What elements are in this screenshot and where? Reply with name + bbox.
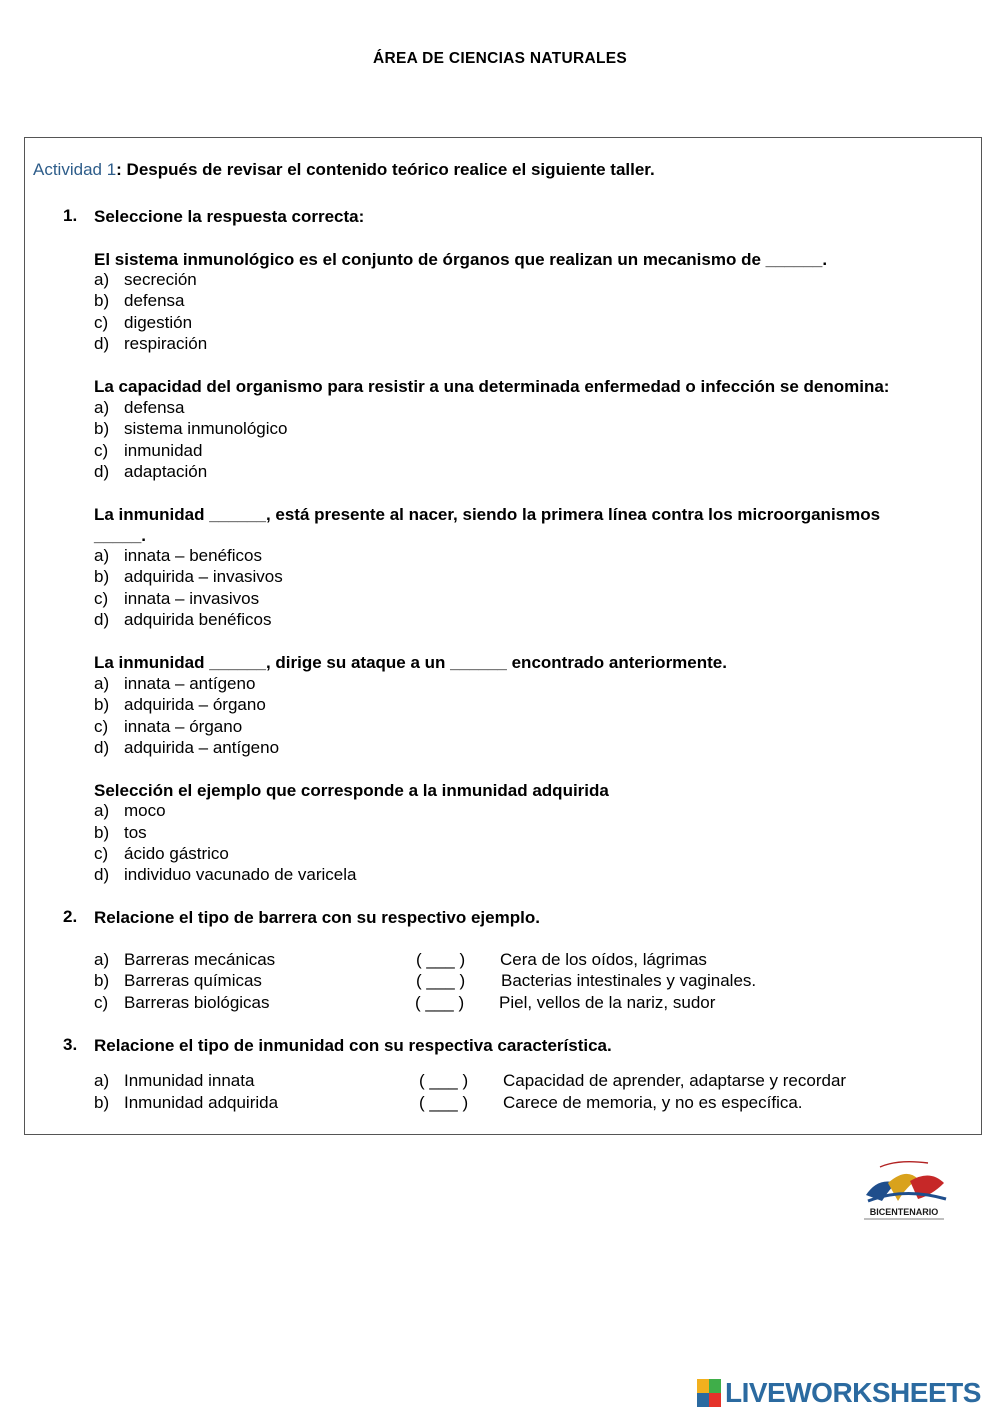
question-3-continuation: _____. <box>94 526 146 545</box>
option-letter: c) <box>94 844 109 863</box>
option-letter: b) <box>94 291 110 310</box>
liveworksheets-brand[interactable] <box>697 1375 981 1411</box>
section2-title: Relacione el tipo de barrera con su respectivo ejemplo. <box>94 908 540 927</box>
match-letter: b) <box>94 1093 110 1112</box>
match-item: Barreras químicas <box>124 971 262 990</box>
option-text[interactable]: secreción <box>124 270 197 289</box>
option-letter: a) <box>94 270 110 289</box>
option-text[interactable]: adaptación <box>124 462 208 481</box>
question-1: El sistema inmunológico es el conjunto de órganos que realizan un mecanismo de ______. <box>94 250 828 269</box>
activity-label: Actividad 1 <box>33 160 117 179</box>
match-text: Bacterias intestinales y vaginales. <box>501 971 757 990</box>
match-item: Barreras mecánicas <box>124 950 276 969</box>
option-text[interactable]: adquirida benéficos <box>124 610 272 629</box>
match-blank-input[interactable]: ( ___ ) <box>419 1093 469 1112</box>
option-letter: c) <box>94 717 109 736</box>
liveworksheets-icon <box>697 1379 721 1407</box>
match-item: Inmunidad innata <box>124 1071 255 1090</box>
match-item: Barreras biológicas <box>124 993 270 1012</box>
activity-instruction: : Después de revisar el contenido teórico realice el siguiente taller. <box>116 160 655 179</box>
option-text[interactable]: respiración <box>124 334 208 353</box>
option-letter: d) <box>94 738 110 757</box>
option-text[interactable]: tos <box>124 823 147 842</box>
option-letter: a) <box>94 398 110 417</box>
match-blank-input[interactable]: ( ___ ) <box>416 971 466 990</box>
match-blank-input[interactable]: ( ___ ) <box>416 950 466 969</box>
option-text[interactable]: inmunidad <box>124 441 203 460</box>
match-letter: a) <box>94 950 110 969</box>
option-text[interactable]: digestión <box>124 313 193 332</box>
option-letter: b) <box>94 823 110 842</box>
option-text[interactable]: innata – órgano <box>124 717 243 736</box>
option-text[interactable]: innata – benéficos <box>124 546 262 565</box>
section1-title: Seleccione la respuesta correcta: <box>94 207 365 226</box>
match-blank-input[interactable]: ( ___ ) <box>415 993 465 1012</box>
section2-number: 2. <box>63 907 78 926</box>
match-text: Piel, vellos de la nariz, sudor <box>499 993 716 1012</box>
option-text[interactable]: ácido gástrico <box>124 844 229 863</box>
option-letter: c) <box>94 589 109 608</box>
bicentenario-logo <box>858 1157 950 1223</box>
option-letter: b) <box>94 419 110 438</box>
option-text[interactable]: defensa <box>124 291 185 310</box>
option-text[interactable]: individuo vacunado de varicela <box>124 865 357 884</box>
question-3: La inmunidad ______, está presente al nacer, siendo la primera línea contra los microorganismos <box>94 505 881 524</box>
option-text[interactable]: adquirida – invasivos <box>124 567 283 586</box>
option-letter: d) <box>94 334 110 353</box>
option-letter: d) <box>94 462 110 481</box>
option-letter: d) <box>94 610 110 629</box>
option-letter: a) <box>94 546 110 565</box>
option-letter: c) <box>94 441 109 460</box>
match-text: Cera de los oídos, lágrimas <box>500 950 707 969</box>
question-4: La inmunidad ______, dirige su ataque a un ______ encontrado anteriormente. <box>94 653 727 672</box>
option-text[interactable]: sistema inmunológico <box>124 419 288 438</box>
option-letter: a) <box>94 801 110 820</box>
option-letter: b) <box>94 695 110 714</box>
option-letter: d) <box>94 865 110 884</box>
match-blank-input[interactable]: ( ___ ) <box>419 1071 469 1090</box>
option-text[interactable]: defensa <box>124 398 185 417</box>
section3-title: Relacione el tipo de inmunidad con su respectiva característica. <box>94 1036 612 1055</box>
option-text[interactable]: innata – invasivos <box>124 589 260 608</box>
section1-number: 1. <box>63 206 78 225</box>
option-letter: a) <box>94 674 110 693</box>
option-letter: c) <box>94 313 109 332</box>
activity-heading <box>33 160 655 180</box>
match-letter: a) <box>94 1071 110 1090</box>
section3-number: 3. <box>63 1035 78 1054</box>
liveworksheets-text: LIVEWORKSHEETS <box>725 1377 981 1408</box>
option-text[interactable]: adquirida – órgano <box>124 695 266 714</box>
logo-text: BICENTENARIO <box>869 1207 939 1217</box>
match-item: Inmunidad adquirida <box>124 1093 279 1112</box>
option-text[interactable]: moco <box>124 801 166 820</box>
question-5: Selección el ejemplo que corresponde a la inmunidad adquirida <box>94 781 609 800</box>
match-letter: b) <box>94 971 110 990</box>
match-text: Carece de memoria, y no es específica. <box>503 1093 803 1112</box>
page-title: ÁREA DE CIENCIAS NATURALES <box>372 50 628 67</box>
question-2: La capacidad del organismo para resistir a una determinada enfermedad o infección se denomina: <box>94 377 890 396</box>
match-letter: c) <box>94 993 109 1012</box>
option-letter: b) <box>94 567 110 586</box>
option-text[interactable]: innata – antígeno <box>124 674 256 693</box>
option-text[interactable]: adquirida – antígeno <box>124 738 280 757</box>
match-text: Capacidad de aprender, adaptarse y recordar <box>503 1071 847 1090</box>
